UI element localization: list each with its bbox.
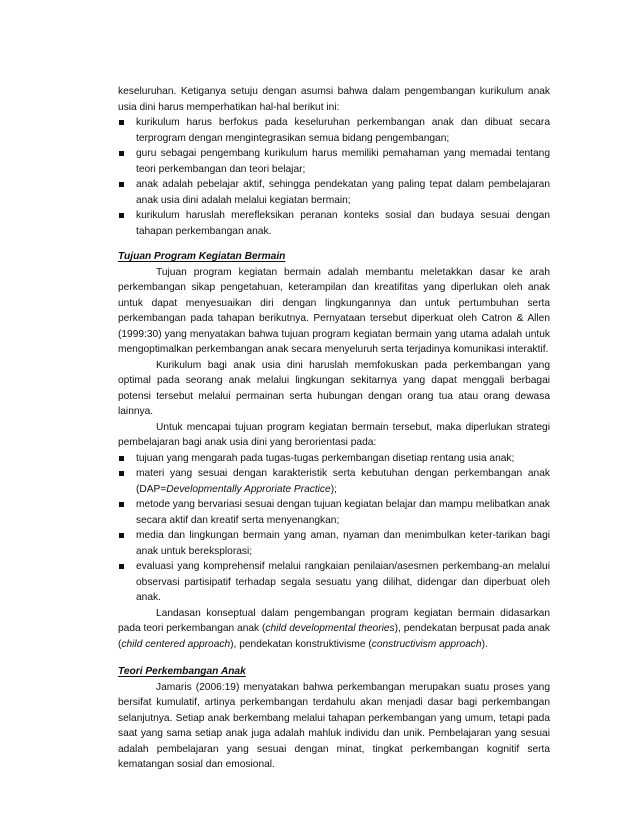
square-bullet-icon (119, 533, 124, 538)
square-bullet-icon (119, 471, 124, 476)
list-item: kurikulum harus berfokus pada keseluruhan perkembangan anak dan dibuat secara terprogram dengan mengintegrasikan semua bidang pengembangan; (118, 115, 550, 146)
square-bullet-icon (119, 213, 124, 218)
paragraph: Tujuan program kegiatan bermain adalah membantu meletakkan dasar ke arah perkembangan sikap pengetahuan, keterampilan dan kreatifitas yang diperlukan oleh anak untuk dapat menyesuaikan diri dengan lingkungannya dan untuk pertumbuhan serta perkembangan pada tahapan berikutnya. Pernyataan tersebut diperkuat oleh Catron & Allen (1999:30) yang menyatakan bahwa tujuan program kegiatan bermain yang utama adalah untuk mengoptimalkan perkembangan anak secara menyeluruh serta terjadinya komunikasi interaktif. (118, 266, 550, 355)
square-bullet-icon (119, 120, 124, 125)
list-item: anak adalah pebelajar aktif, sehingga pendekatan yang paling tepat dalam pembelajaran anak usia dini adalah melalui kegiatan bermain; (118, 177, 550, 208)
page-content (118, 84, 550, 773)
list-item: evaluasi yang komprehensif melalui rangkaian penilaian/asesmen perkembang-an melalui observasi partisipatif terhadap segala sesuatu yang dilihat, didengar dan diperbuat oleh anak. (118, 559, 550, 606)
list-item: kurikulum haruslah merefleksikan peranan konteks sosial dan budaya sesuai dengan tahapan perkembangan anak. (118, 208, 550, 239)
list-item: tujuan yang mengarah pada tugas-tugas perkembangan disetiap rentang usia anak; (118, 451, 550, 467)
square-bullet-icon (119, 182, 124, 187)
list-item: materi yang sesuai dengan karakteristik serta kebutuhan dengan perkembangan anak (DAP=Developmentally Approriate Practice); (118, 466, 550, 497)
section-heading-teori: Teori Perkembangan Anak (118, 666, 246, 677)
paragraph: Jamaris (2006:19) menyatakan bahwa perkembangan merupakan suatu proses yang bersifat kumulatif, artinya perkembangan terdahulu akan menjadi dasar bagi perkembangan selanjutnya. Setiap anak berkembang melalui tahapan perkembangan yang umum, tetapi pada saat yang sama setiap anak juga adalah mahluk individu dan unik. Pembelajaran yang sesuai adalah pembelajaran yang sesuai dengan minat, tingkat perkembangan kognitif serta kematangan sosial dan emosional. (118, 681, 550, 770)
list-item: media dan lingkungan bermain yang aman, nyaman dan menimbulkan keter-tarikan bagi anak untuk bereksplorasi; (118, 528, 550, 559)
intro-paragraph: keseluruhan. Ketiganya setuju dengan asumsi bahwa dalam pengembangan kurikulum anak usia dini harus memperhatikan hal-hal berikut ini: (118, 86, 550, 113)
square-bullet-icon (119, 456, 124, 461)
paragraph: Kurikulum bagi anak usia dini haruslah memfokuskan pada perkembangan yang optimal pada seorang anak melalui lingkungan sekitarnya yang dapat menggali berbagai potensi tersebut melalui permainan serta hubungan dengan orang tua atau orang dewasa lainnya. (118, 359, 550, 417)
section-heading-tujuan: Tujuan Program Kegiatan Bermain (118, 251, 286, 262)
square-bullet-icon (119, 151, 124, 156)
curriculum-principles-list (118, 115, 550, 239)
paragraph: Untuk mencapai tujuan program kegiatan bermain tersebut, maka diperlukan strategi pembelajaran bagi anak usia dini yang berorientasi pada: (118, 421, 550, 448)
square-bullet-icon (119, 502, 124, 507)
square-bullet-icon (119, 564, 124, 569)
list-item: metode yang bervariasi sesuai dengan tujuan kegiatan belajar dan mampu melibatkan anak secara aktif dan kreatif serta menyenangkan; (118, 497, 550, 528)
strategy-list (118, 451, 550, 606)
paragraph: Landasan konseptual dalam pengembangan program kegiatan bermain didasarkan pada teori perkembangan anak (child developmental theories), pendekatan berpusat pada anak (child centered approach), pendekatan konstruktivisme (constructivism approach). (118, 607, 550, 650)
list-item: guru sebagai pengembang kurikulum harus memiliki pemahaman yang memadai tentang teori perkembangan dan teori belajar; (118, 146, 550, 177)
